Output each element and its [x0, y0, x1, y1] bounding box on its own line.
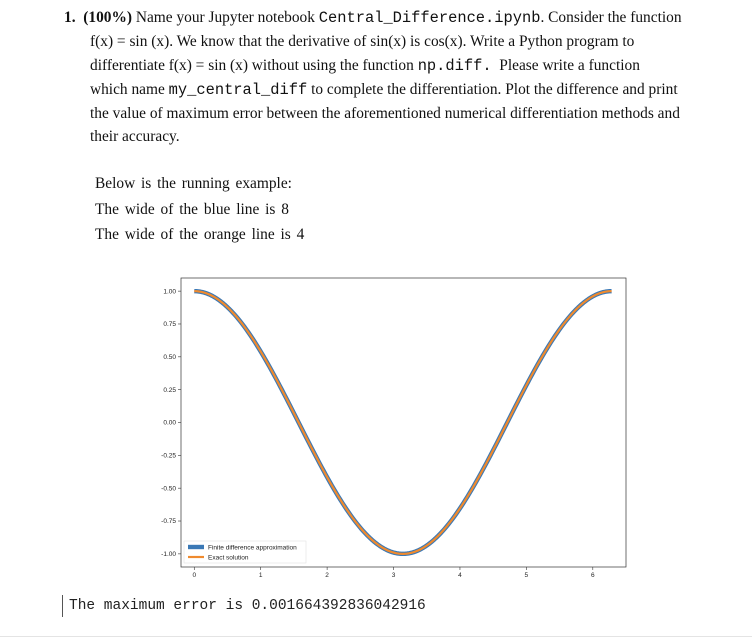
example-blue-line: The wide of the blue line is 8	[95, 200, 289, 218]
chart-svg	[148, 272, 628, 582]
example-intro: Below is the running example:	[95, 175, 292, 192]
x-tick-label: 4	[458, 572, 462, 579]
x-tick-label: 3	[391, 572, 396, 579]
question-number: 1.	[64, 9, 76, 26]
derivative-chart	[148, 272, 628, 582]
question-line-2: f(x) = sin (x). We know that the derivative of sin(x) is cos(x). Write a Python program to	[90, 33, 635, 51]
function-name-code: my_central_diff	[168, 80, 308, 99]
y-tick-label: -0.50	[161, 485, 176, 493]
output-cell	[62, 595, 426, 617]
question-weight: (100%)	[83, 9, 132, 26]
y-tick-label: 0.00	[163, 419, 176, 427]
max-error-output: The maximum error is 0.001664392836042916	[69, 598, 426, 614]
y-tick-label: -1.00	[161, 551, 176, 559]
notebook-filename: Central_Difference.ipynb	[318, 9, 541, 27]
x-tick-label: 6	[590, 572, 595, 579]
x-tick-label: 1	[258, 572, 263, 579]
question-line-6: their accuracy.	[90, 128, 180, 146]
question-line-5: the value of maximum error between the aforementioned numerical differentiation methods and	[90, 105, 680, 123]
y-tick-label: 0.75	[163, 321, 176, 329]
y-tick-label: 0.50	[163, 354, 176, 362]
np-diff-code: np.diff.	[417, 56, 492, 75]
question-line-1: 1. (100%) Name your Jupyter notebook Central_Difference.ipynb. Consider the function	[64, 9, 682, 27]
x-tick-label: 0	[192, 572, 197, 579]
x-tick-label: 2	[325, 572, 329, 579]
x-tick-label: 5	[524, 572, 529, 579]
question-line-4: which name my_central_diff to complete the differentiation. Plot the difference and print	[90, 80, 678, 99]
question-line-3: differentiate f(x) = sin (x) without using the function np.diff. Please write a function	[90, 56, 640, 75]
example-orange-line: The wide of the orange line is 4	[95, 226, 305, 243]
example-description	[95, 171, 304, 248]
y-tick-label: 1.00	[163, 288, 176, 296]
question-text	[64, 6, 690, 149]
cell-divider	[0, 636, 752, 637]
y-tick-label: 0.25	[163, 386, 176, 394]
legend-label-exact: Exact solution	[208, 554, 249, 562]
plot-frame	[181, 278, 626, 567]
legend-label-finite: Finite difference approximation	[208, 544, 297, 552]
y-tick-label: -0.25	[161, 452, 176, 460]
y-tick-label: -0.75	[161, 518, 176, 526]
